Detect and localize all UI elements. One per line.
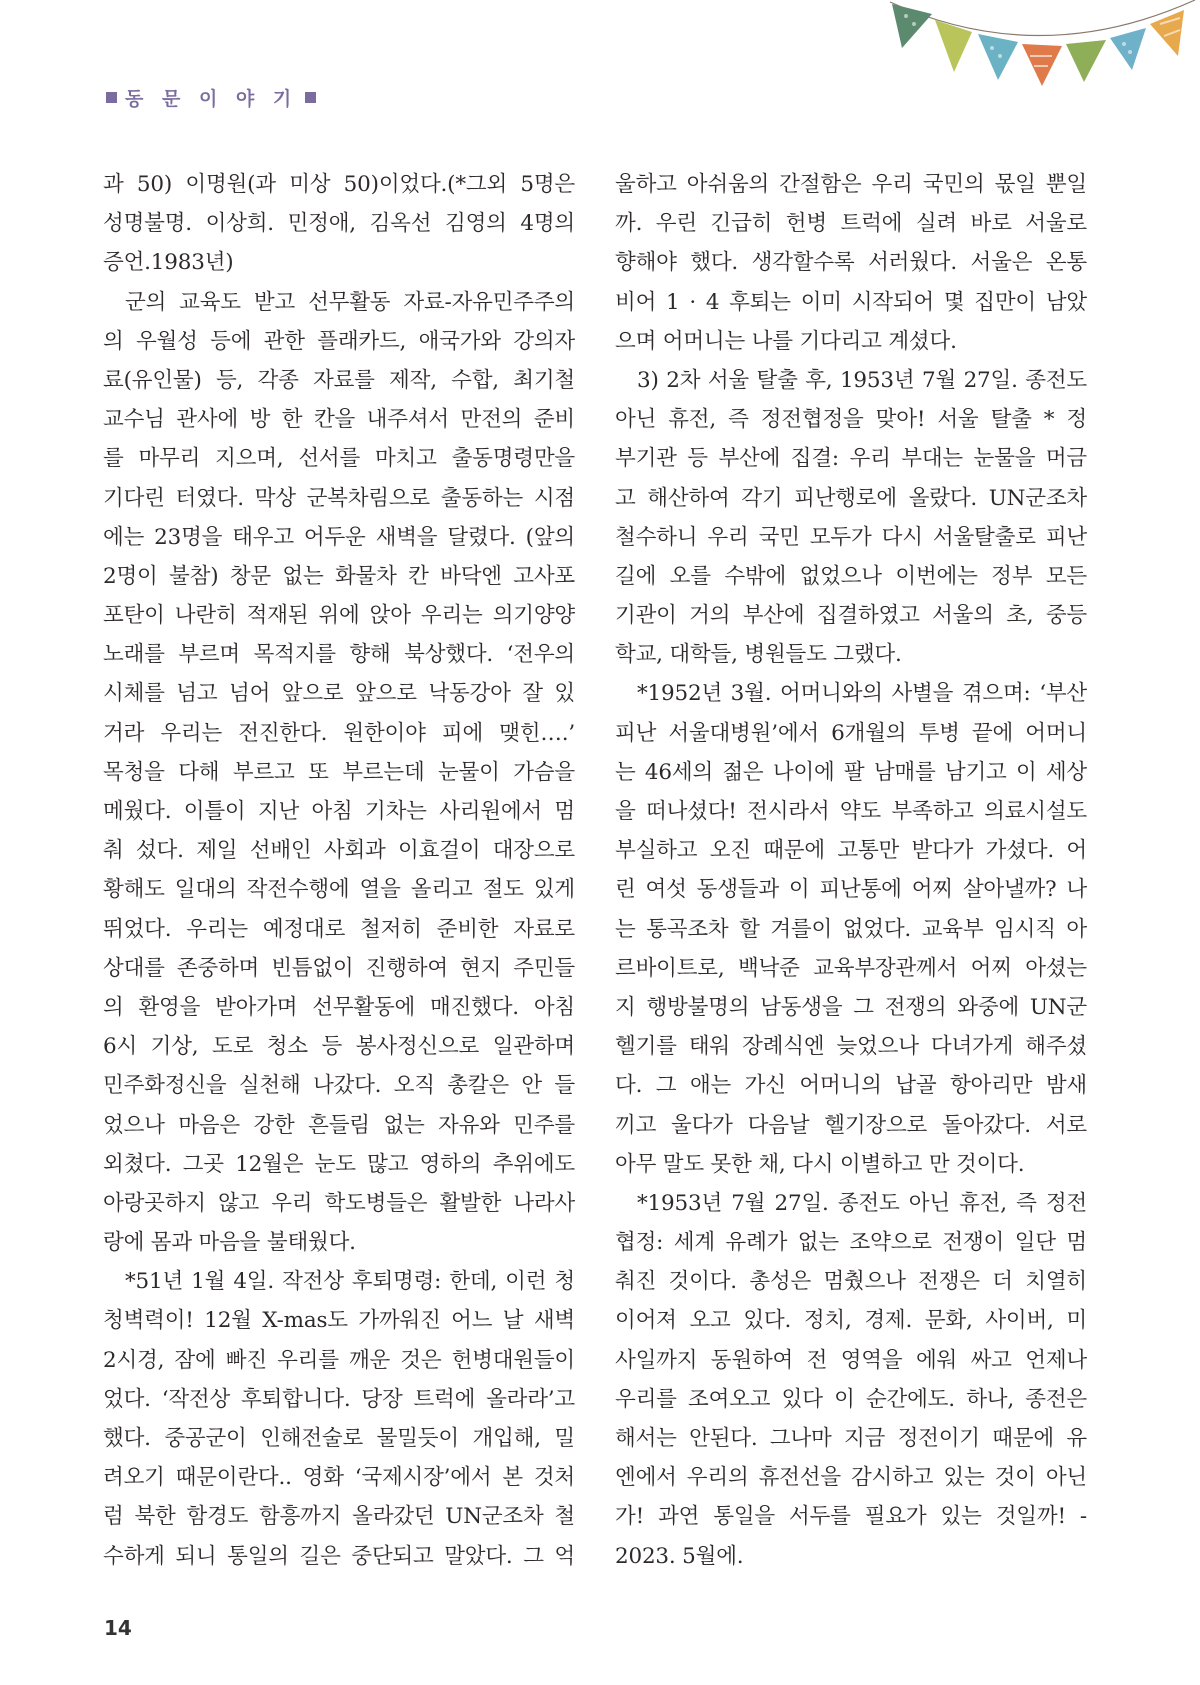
text-line: 헬기를 태워 장례식엔 늦었으나 다녀가게 해주셨	[615, 1034, 1087, 1060]
text-line: 2시경, 잠에 빠진 우리를 깨운 것은 헌병대원들이	[103, 1347, 575, 1373]
text-line: 럼 북한 함경도 함흥까지 올라갔던 UN군조차 철	[103, 1504, 575, 1530]
text-line: 가! 과연 통일을 서두를 필요가 있는 것일까! -	[615, 1504, 1087, 1530]
text-line: 는 통곡조차 할 겨를이 없었다. 교육부 임시직 아	[615, 916, 1087, 942]
text-line: 엔에서 우리의 휴전선을 감시하고 있는 것이 아닌	[615, 1465, 1087, 1491]
header-square-right-icon	[305, 92, 316, 103]
text-line: 의 우월성 등에 관한 플래카드, 애국가와 강의자	[103, 328, 575, 354]
text-line: 증언.1983년)	[103, 250, 234, 276]
text-line: 까. 우린 긴급히 헌병 트럭에 실려 바로 서울로	[615, 211, 1087, 237]
text-line: 철수하니 우리 국민 모두가 다시 서울탈출로 피난	[615, 524, 1088, 550]
text-column-left	[103, 165, 575, 1576]
text-line: 으며 어머니는 나를 기다리고 계셨다.	[615, 328, 957, 354]
text-line: 포탄이 나란히 적재된 위에 앉아 우리는 의기양양	[103, 603, 576, 629]
text-line: 아랑곳하지 않고 우리 학도병들은 활발한 나라사	[103, 1190, 575, 1216]
text-line: 을 떠나셨다! 전시라서 약도 부족하고 의료시설도	[615, 799, 1087, 824]
text-line: 민주화정신을 실천해 나갔다. 오직 총칼은 안 들	[103, 1073, 575, 1099]
header-square-left-icon	[106, 92, 117, 103]
text-line: 춰 섰다. 제일 선배인 사회과 이효걸이 대장으로	[103, 838, 575, 864]
text-line: 피난 서울대병원’에서 6개월의 투병 끝에 어머니	[615, 720, 1087, 746]
section-header	[106, 83, 316, 111]
text-line: 의 환영을 받아가며 선무활동에 매진했다. 아침	[103, 994, 575, 1020]
text-line: 지 행방불명의 남동생을 그 전쟁의 와중에 UN군	[615, 994, 1087, 1020]
text-line: 메웠다. 이틀이 지난 아침 기차는 사리원에서 멈	[103, 799, 575, 824]
text-line: 뛰었다. 우리는 예정대로 철저히 준비한 자료로	[103, 916, 575, 942]
text-line: 는 46세의 젊은 나이에 팔 남매를 남기고 이 세상	[615, 759, 1087, 785]
page-number: 14	[104, 1616, 132, 1640]
text-line: 교수님 관사에 방 한 칸을 내주셔서 만전의 준비	[103, 407, 575, 433]
text-line: 고 해산하여 각기 피난행로에 올랐다. UN군조차	[615, 485, 1087, 511]
text-line: 를 마무리 지으며, 선서를 마치고 출동명령만을	[103, 446, 575, 472]
text-line: 과 50) 이명원(과 미상 50)이었다.(*그외 5명은	[103, 172, 575, 197]
text-line: 했다. 중공군이 인해전술로 물밀듯이 개입해, 밀	[103, 1426, 575, 1451]
text-line: 아무 말도 못한 채, 다시 이별하고 만 것이다.	[615, 1151, 1025, 1177]
text-line: 수하게 되니 통일의 길은 중단되고 말았다. 그 억	[103, 1543, 575, 1569]
text-line: 르바이트로, 백낙준 교육부장관께서 어찌 아셨는	[615, 955, 1087, 981]
text-line: *1952년 3월. 어머니와의 사별을 겪으며: ‘부산	[637, 681, 1087, 707]
text-line: 2명이 불참) 창문 없는 화물차 칸 바닥엔 고사포	[103, 563, 575, 589]
text-line: 이어져 오고 있다. 정치, 경제. 문화, 사이버, 미	[615, 1308, 1087, 1334]
text-line: 3) 2차 서울 탈출 후, 1953년 7월 27일. 종전도	[637, 367, 1087, 393]
text-line: 울하고 아쉬움의 간절함은 우리 국민의 몫일 뿐일	[615, 172, 1087, 197]
text-line: *51년 1월 4일. 작전상 후퇴명령: 한데, 이런 청	[125, 1269, 575, 1295]
text-line: 린 여섯 동생들과 이 피난통에 어찌 살아낼까? 나	[615, 877, 1087, 903]
text-line: 향해야 했다. 생각할수록 서러웠다. 서울은 온통	[615, 250, 1087, 276]
text-line: 비어 1 · 4 후퇴는 이미 시작되어 몇 집만이 남았	[615, 289, 1087, 315]
flag-icon	[1150, 10, 1184, 56]
section-title: 동 문 이 야 기	[125, 87, 298, 110]
text-line: 료(유인물) 등, 각종 자료를 제작, 수합, 최기철	[103, 367, 575, 393]
text-line: 부기관 등 부산에 집결: 우리 부대는 눈물을 머금	[615, 446, 1087, 472]
text-line: 황해도 일대의 작전수행에 열을 올리고 절도 있게	[103, 877, 575, 903]
text-line: 6시 기상, 도로 청소 등 봉사정신으로 일관하며	[103, 1034, 575, 1060]
text-line: 외쳤다. 그곳 12월은 눈도 많고 영하의 추위에도	[103, 1151, 575, 1177]
text-line: 길에 오를 수밖에 없었으나 이번에는 정부 모든	[615, 563, 1087, 589]
text-column-right	[615, 165, 1087, 1576]
text-line: 해서는 안된다. 그나마 지금 정전이기 때문에 유	[615, 1426, 1087, 1451]
text-line: 청벽력이! 12월 X-mas도 가까워진 어느 날 새벽	[103, 1308, 575, 1334]
text-line: 노래를 부르며 목적지를 향해 북상했다. ‘전우의	[103, 642, 575, 668]
text-line: 랑에 몸과 마음을 불태웠다.	[103, 1230, 356, 1256]
text-line: 성명불명. 이상희. 민정애, 김옥선 김영의 4명의	[103, 211, 575, 237]
text-line: 었으나 마음은 강한 흔들림 없는 자유와 민주를	[103, 1112, 575, 1138]
text-line: 2023. 5월에.	[615, 1543, 744, 1569]
text-line: 춰진 것이다. 총성은 멈췄으나 전쟁은 더 치열히	[615, 1269, 1087, 1295]
flag-icon	[892, 4, 932, 48]
text-line: 기다린 터였다. 막상 군복차림으로 출동하는 시점	[103, 485, 575, 511]
text-line: 에는 23명을 태우고 어두운 새벽을 달렸다. (앞의	[103, 524, 575, 550]
text-line: 시체를 넘고 넘어 앞으로 앞으로 낙동강아 잘 있	[103, 681, 575, 707]
flag-icon	[1066, 40, 1106, 82]
text-line: 었다. ‘작전상 후퇴합니다. 당장 트럭에 올라라’고	[103, 1386, 575, 1412]
text-line: 부실하고 오진 때문에 고통만 받다가 가셨다. 어	[615, 838, 1087, 864]
text-line: 군의 교육도 받고 선무활동 자료-자유민주주의	[125, 289, 575, 315]
flag-icon	[1110, 28, 1146, 70]
text-line: 기관이 거의 부산에 집결하였고 서울의 초, 중등	[615, 603, 1087, 629]
text-line: 사일까지 동원하여 전 영역을 에워 싸고 언제나	[615, 1347, 1087, 1373]
text-line: 거라 우리는 전진한다. 원한이야 피에 맺힌….’	[103, 720, 575, 746]
text-line: 끼고 울다가 다음날 헬기장으로 돌아갔다. 서로	[615, 1112, 1087, 1138]
text-line: 목청을 다해 부르고 또 부르는데 눈물이 가슴을	[103, 759, 575, 785]
text-line: *1953년 7월 27일. 종전도 아닌 휴전, 즉 정전	[637, 1190, 1087, 1216]
text-line: 려오기 때문이란다.. 영화 ‘국제시장’에서 본 것처	[103, 1465, 575, 1491]
flag-icon	[978, 34, 1018, 80]
text-line: 우리를 조여오고 있다 이 순간에도. 하나, 종전은	[615, 1386, 1087, 1412]
text-line: 협정: 세계 유례가 없는 조약으로 전쟁이 일단 멈	[615, 1230, 1087, 1256]
text-line: 상대를 존중하며 빈틈없이 진행하여 현지 주민들	[103, 955, 575, 981]
bunting-flags-icon	[880, 0, 1200, 100]
text-line: 학교, 대학들, 병원들도 그랬다.	[615, 642, 902, 668]
text-line: 아닌 휴전, 즉 정전협정을 맞아! 서울 탈출 * 정	[615, 407, 1087, 433]
text-line: 다. 그 애는 가신 어머니의 납골 항아리만 밤새	[615, 1073, 1087, 1099]
